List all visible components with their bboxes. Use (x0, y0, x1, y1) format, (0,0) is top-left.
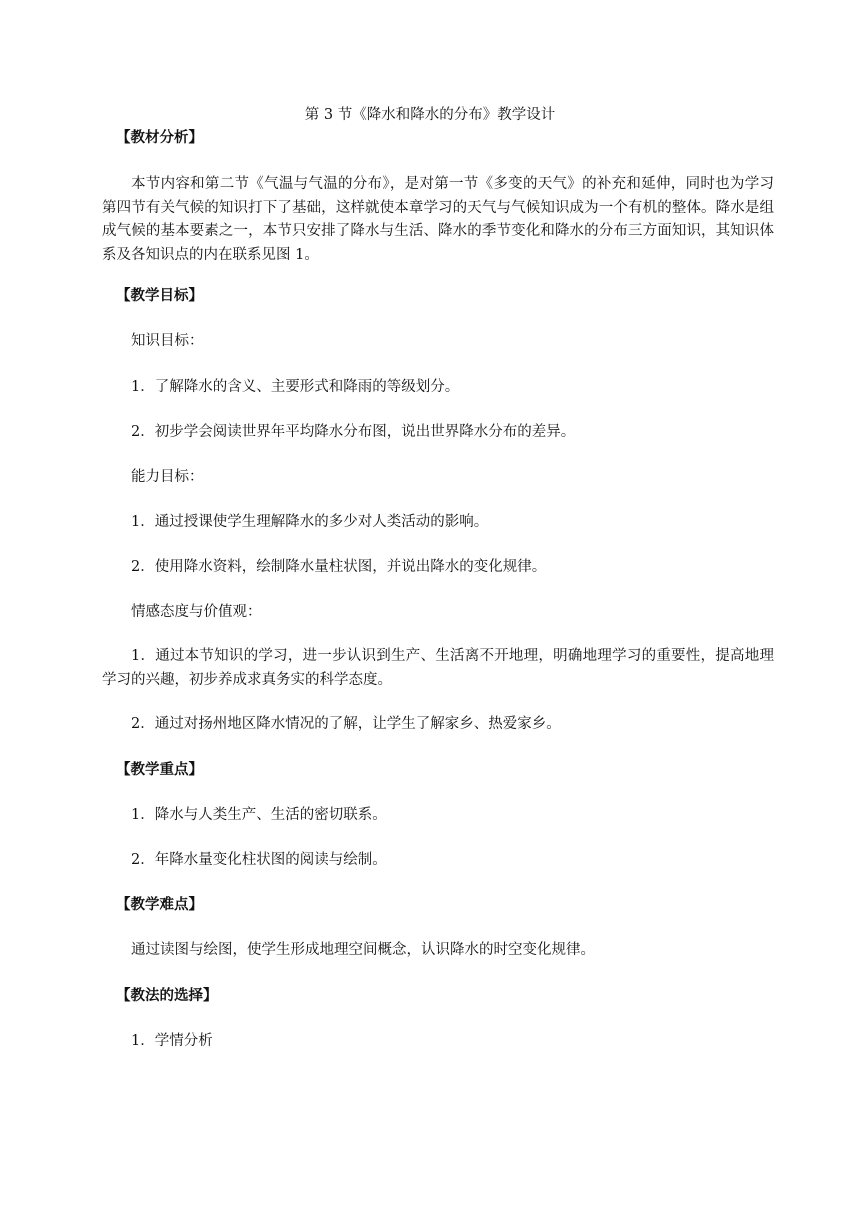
heading-key-points: 【教学重点】 (116, 762, 203, 778)
method-item: 1．学情分析 (131, 1033, 213, 1049)
analysis-paragraph: 本节内容和第二节《气温与气温的分布》，是对第一节《多变的天气》的补充和延伸，同时也为学习第四节有关气候的知识打下了基础，这样就使本章学习的天气与气候知识成为一个有机的整体。降水是组成气候的基本要素之一，本节只安排了降水与生活、降水的季节变化和降水的分布三方面知识，其知识体系及各知识点的内在联系见图 1。 (102, 176, 774, 263)
attitude-goals-label: 情感态度与价值观： (131, 604, 262, 620)
heading-textbook-analysis: 【教材分析】 (116, 130, 203, 146)
attitude-goal-item: 2．通过对扬州地区降水情况的了解，让学生了解家乡、热爱家乡。 (131, 716, 561, 732)
heading-method-selection: 【教法的选择】 (116, 988, 218, 1004)
ability-goal-item: 2．使用降水资料，绘制降水量柱状图，并说出降水的变化规律。 (131, 559, 547, 575)
key-point-item: 1．降水与人类生产、生活的密切联系。 (131, 807, 387, 823)
knowledge-goals-label: 知识目标： (131, 333, 204, 349)
difficulty-text: 通过读图与绘图，使学生形成地理空间概念，认识降水的时空变化规律。 (131, 942, 595, 958)
attitude-goal-item: 1．通过本节知识的学习，进一步认识到生产、生活离不开地理，明确地理学习的重要性，提高地理学习的兴趣，初步养成求真务实的科学态度。 (102, 648, 774, 688)
ability-goals-label: 能力目标： (131, 469, 204, 485)
heading-teaching-goals: 【教学目标】 (116, 288, 203, 304)
knowledge-goal-item: 2．初步学会阅读世界年平均降水分布图，说出世界降水分布的差异。 (131, 424, 576, 440)
key-point-item: 2．年降水量变化柱状图的阅读与绘制。 (131, 852, 387, 868)
ability-goal-item: 1．通过授课使学生理解降水的多少对人类活动的影响。 (131, 514, 489, 530)
heading-difficulties: 【教学难点】 (116, 897, 203, 913)
document-title: 第 3 节《降水和降水的分布》教学设计 (304, 107, 556, 123)
knowledge-goal-item: 1．了解降水的含义、主要形式和降雨的等级划分。 (131, 379, 460, 395)
